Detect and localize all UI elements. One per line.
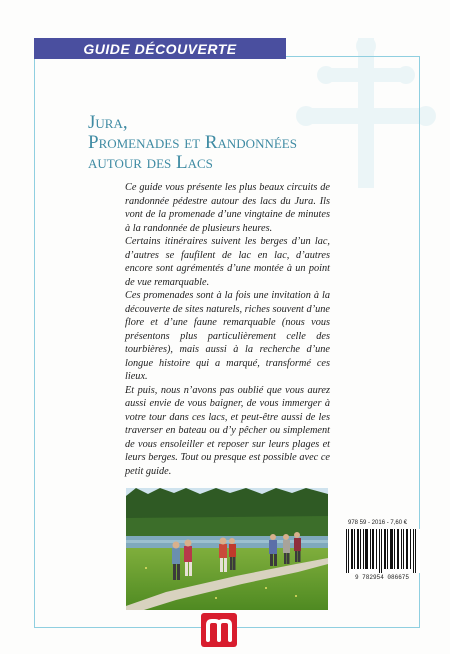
publisher-m-logo [201,613,237,647]
book-title [88,113,328,173]
paragraph: Ce guide vous présente les plus beaux circuits de randonnée pédestre autour des lacs du Jura. Ils vont de la promenade d’une vingtaine de minutes à la randonnée de plusieurs heures. [125,182,330,234]
paragraph: Certains itinéraires suivent les berges d’un lac, d’autres se faufilent de lac en lac, d’autres encore sont agrémentés d’une montée à un point de vue remarquable. [125,236,330,288]
title-line-1: Jura, [88,112,128,133]
guide-banner-label: GUIDE DÉCOUVERTE [83,40,237,57]
isbn-price: 978 59 - 2016 - 7,60 € [348,520,408,526]
title-line-3: autour des Lacs [88,152,213,173]
title-line-2: Promenades et Randonnées [88,132,297,153]
paragraph: Ces promenades sont à la fois une invitation à la découverte de sites naturels, riches souvent d’une flore et d’une faune remarquable (nous vous présentons plus particulièrement celle des tourbières), mais aussi à la recherche d’une longue histoire qui a marqué, transformé ces lieux. [125,290,330,382]
guide-banner [34,38,286,59]
barcode [344,529,420,573]
hikers-photo [126,488,328,610]
paragraph: Et puis, nous n’avons pas oublié que vous aurez aussi envie de vous baigner, de vous immerger à votre tour dans ces lacs, et peut-être aussi de les traverser en bateau ou d’y pêcher ou simplement de vous ensoleiller et reposer sur leurs plages et leurs berges. Tout ou presque est possible avec ce petit guide. [125,384,330,477]
barcode-number: 9 782954 086675 [354,574,409,581]
description-text [125,181,330,478]
